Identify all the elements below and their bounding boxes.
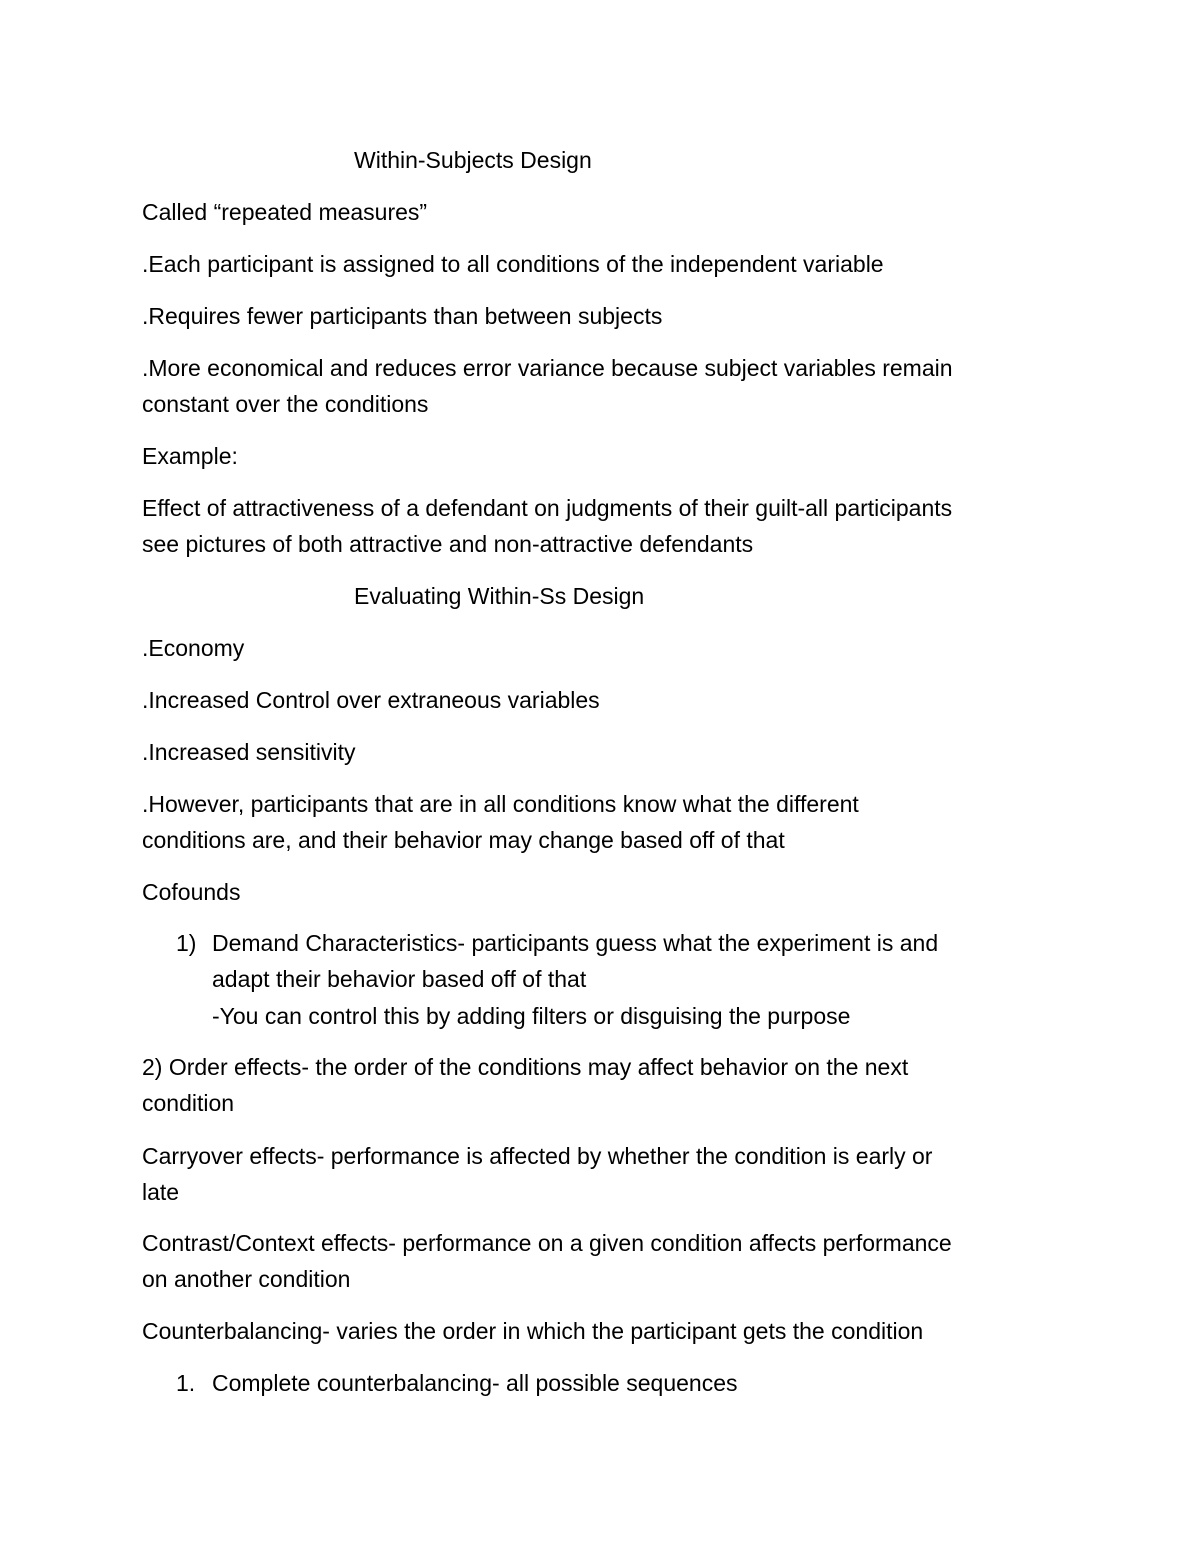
demand-characteristics-line-3: -You can control this by adding filters or disguising the purpose	[212, 1003, 851, 1029]
demand-characteristics-line-1: Demand Characteristics- participants guess what the experiment is and	[212, 930, 939, 956]
eval-increased-sensitivity: .Increased sensitivity	[142, 739, 356, 765]
example-line-2: see pictures of both attractive and non-attractive defendants	[142, 531, 754, 557]
eval-economy: .Economy	[142, 635, 245, 661]
eval-however: .However, participants that are in all conditions know what the different	[142, 791, 859, 817]
counterbalancing-line: Counterbalancing- varies the order in which the participant gets the condition	[142, 1318, 924, 1344]
order-effects-line-2: condition	[142, 1090, 235, 1116]
list-number-2: 1.	[176, 1370, 196, 1396]
point-more-economical-cont: constant over the conditions	[142, 391, 429, 417]
carryover-line-2: late	[142, 1179, 180, 1205]
example-label: Example:	[142, 443, 238, 469]
complete-counterbalancing-line: Complete counterbalancing- all possible sequences	[212, 1370, 738, 1396]
list-number-1: 1)	[176, 930, 197, 956]
cofounds-label: Cofounds	[142, 879, 241, 905]
point-fewer-participants: .Requires fewer participants than between subjects	[142, 303, 663, 329]
demand-characteristics-line-2: adapt their behavior based off of that	[212, 966, 587, 992]
page-title: Within-Subjects Design	[354, 147, 592, 173]
eval-increased-control: .Increased Control over extraneous variables	[142, 687, 600, 713]
eval-however-cont: conditions are, and their behavior may change based off of that	[142, 827, 785, 853]
contrast-line-2: on another condition	[142, 1266, 351, 1292]
point-more-economical: .More economical and reduces error variance because subject variables remain	[142, 355, 953, 381]
called-line: Called “repeated measures”	[142, 199, 428, 225]
point-each-participant: .Each participant is assigned to all conditions of the independent variable	[142, 251, 884, 277]
example-line-1: Effect of attractiveness of a defendant on judgments of their guilt-all participants	[142, 495, 953, 521]
evaluating-heading: Evaluating Within-Ss Design	[354, 583, 645, 609]
contrast-line-1: Contrast/Context effects- performance on a given condition affects performance	[142, 1230, 952, 1256]
carryover-line-1: Carryover effects- performance is affected by whether the condition is early or	[142, 1143, 933, 1169]
order-effects-line-1: 2) Order effects- the order of the conditions may affect behavior on the next	[142, 1054, 909, 1080]
